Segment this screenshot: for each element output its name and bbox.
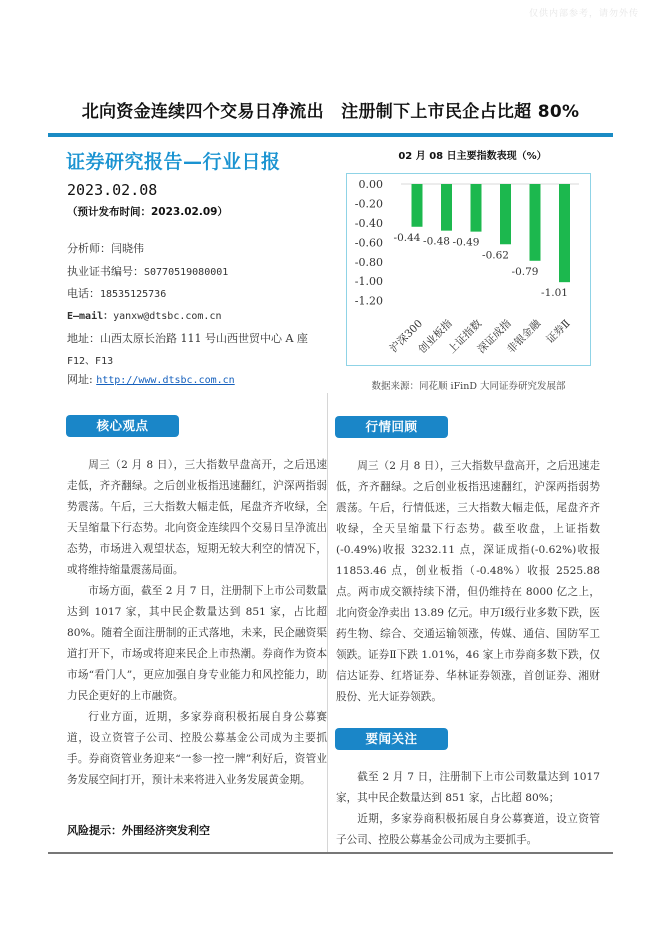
y-tick-label: -0.80	[354, 255, 383, 269]
index-performance-chart	[346, 173, 591, 366]
x-category-label: 非银金融	[504, 317, 544, 356]
y-tick-label: -0.40	[354, 216, 383, 230]
cert-line	[67, 263, 228, 279]
title-divider-bar	[48, 133, 613, 137]
bar	[559, 184, 570, 282]
x-category-label: 上证指数	[445, 317, 485, 356]
address-line-2	[67, 352, 113, 367]
section-header-news: 要闻关注	[335, 728, 448, 750]
page-title: 北向资金连续四个交易日净流出 注册制下上市民企占比超 80%	[81, 102, 580, 122]
core-view-paragraph-3: 行业方面，近期，多家券商积极拓展自身公募赛道，设立资管子公司、控股公募基金公司成为主要抓手。券商资管业务迎来“一参一控一牌”利好后，资管业务发展空间打开，预计未来将进入业务发展黄金期。	[67, 711, 327, 786]
x-category-label: 深证成指	[475, 317, 514, 356]
chart-title: 02 月 08 日主要指数表现（%）	[398, 151, 547, 162]
risk-warning: 风险提示：外围经济突发利空	[67, 824, 210, 837]
email-label: E—mail：	[67, 311, 114, 322]
bar-value-label: -0.62	[482, 249, 509, 262]
website-link[interactable]: http://www.dtsbc.com.cn	[96, 375, 235, 386]
cert-label: 执业证书编号：	[67, 265, 144, 278]
bar	[530, 184, 541, 261]
y-tick-label: -0.60	[354, 236, 383, 250]
bar-value-label: -1.01	[541, 287, 568, 300]
chart-source: 数据来源：同花顺 iFinD 大同证券研究发展部	[371, 381, 566, 392]
news-paragraph-2: 近期，多家券商积极拓展自身公募赛道，设立资管子公司、控股公募基金公司成为主要抓手。	[336, 813, 600, 846]
email-line	[67, 307, 222, 322]
bar-value-label: -0.48	[423, 235, 450, 248]
bar-value-label: -0.79	[511, 265, 539, 278]
website-line	[67, 371, 235, 387]
x-category-label: 沪深300	[387, 317, 426, 356]
bar-chart	[347, 174, 589, 364]
release-time: （预计发布时间：2023.02.09）	[67, 206, 228, 218]
bar-value-label: -0.49	[452, 236, 480, 249]
core-view-paragraph-2: 市场方面，截至 2 月 7 日，注册制下上市公司数量达到 1017 家，其中民企数量达到 851 家，占比超 80%。随着全面注册制的正式落地，未来，民企融资渠道打开下，市场或将迎来民企上市热潮。券商作为资本市场“看门人”，更应加强自身专业能力和风控能力，助力民企更好的上市融资。	[67, 585, 328, 702]
market-review-paragraph: 周三（2 月 8 日），三大指数早盘高开，之后迅速走低，齐齐翻绿。之后创业板指迅速翻红，沪深两指弱势震荡。午后，行情低迷，三大指数大幅走低，尾盘齐齐收绿，全天呈缩量下行态势。截至收盘，上证指数(-0.49%)收报 3232.11 点，深证成指(-0.62%)收报 11853.46 点，创业板指（-0.48%）收报 2525.88 点。两市成交额持续下滑，但仍维持在 8000 亿之上，北向资金净卖出 13.89 亿元。申万Ⅰ级行业多数下跌，医药生物、综合、交通运输领涨，传媒、通信、国防军工领跌。证券Ⅱ下跌 1.01%，46 家上市券商多数下跌，仅信达证券、红塔证券、华林证券领涨，首创证券、湘财股份、光大证券领跌。	[336, 460, 600, 703]
bar	[471, 184, 482, 232]
core-view-paragraph-1: 周三（2 月 8 日），三大指数早盘高开，之后迅速走低，齐齐翻绿。之后创业板指迅速翻红，沪深两指弱势震荡。午后，三大指数大幅走低，尾盘齐齐收绿，全天呈缩量下行态势。北向资金连续四个交易日呈净流出态势，市场进入观望状态，短期无较大利空的情况下，或将维持缩量震荡局面。	[67, 459, 327, 576]
analyst-line	[67, 240, 144, 256]
cert-number: S0770519080001	[144, 267, 229, 278]
watermark: 仅供内部参考，请勿外传	[528, 9, 639, 19]
email-address[interactable]: yanxw@dtsbc.com.cn	[113, 311, 222, 322]
phone-label: 电话：	[67, 287, 100, 300]
bar	[500, 184, 511, 244]
y-tick-label: -0.20	[354, 197, 383, 211]
report-date: 2023.02.08	[67, 181, 158, 199]
x-category-label: 证券Ⅱ	[544, 317, 573, 347]
bar-value-label: -0.44	[393, 231, 421, 244]
bar	[412, 184, 423, 227]
address-text: 山西太原长治路 111 号山西世贸中心 A 座	[100, 332, 308, 345]
y-tick-label: -1.00	[354, 275, 383, 289]
x-category-label: 创业板指	[416, 317, 455, 356]
section-header-market-review: 行情回顾	[335, 416, 448, 438]
address-floors: F12、F13	[67, 356, 114, 367]
section-header-core-view: 核心观点	[66, 415, 179, 437]
analyst-label: 分析师：	[67, 242, 111, 255]
bottom-rule	[48, 852, 613, 854]
bar	[441, 184, 452, 231]
y-tick-label: -1.20	[354, 294, 383, 308]
website-label: 网址:	[67, 373, 93, 386]
phone-number: 18535125736	[100, 289, 167, 300]
news-paragraph-1: 截至 2 月 7 日，注册制下上市公司数量达到 1017 家，其中民企数量达到 851 家，占比超 80%；	[336, 771, 600, 804]
column-divider	[327, 393, 328, 853]
report-type: 证券研究报告—行业日报	[66, 151, 281, 173]
phone-line	[67, 285, 166, 301]
address-label: 地址：	[67, 332, 100, 345]
y-tick-label: 0.00	[358, 178, 383, 191]
address-line	[67, 330, 308, 346]
analyst-name: 闫晓伟	[111, 242, 144, 255]
